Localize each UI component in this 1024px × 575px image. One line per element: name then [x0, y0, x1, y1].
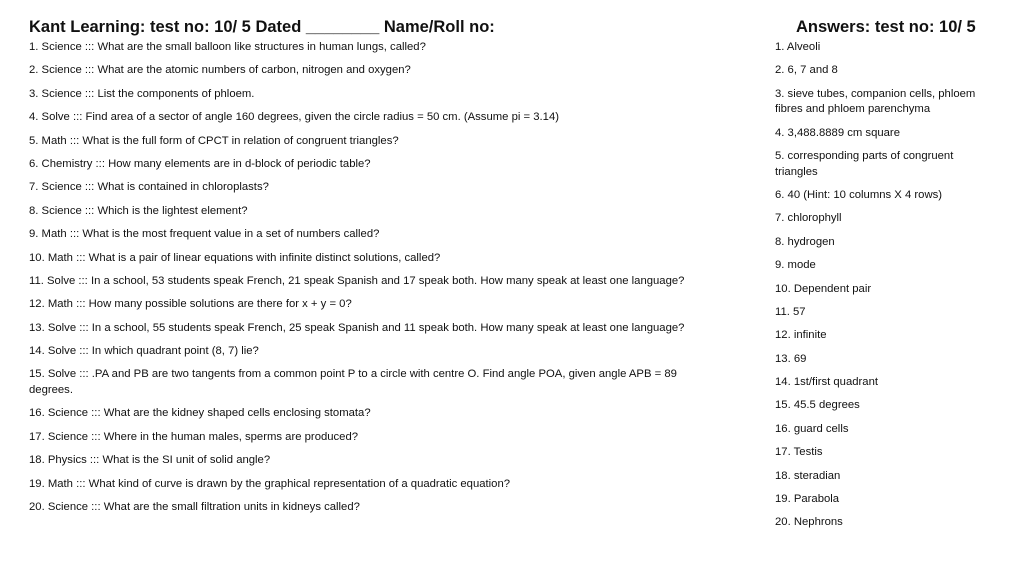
answer-item: 4. 3,488.8889 cm square	[775, 126, 900, 139]
answer-item: 2. 6, 7 and 8	[775, 64, 838, 77]
question-item: 9. Math ::: What is the most frequent value in a set of numbers called?	[29, 228, 380, 241]
question-item: 16. Science ::: What are the kidney shaped cells enclosing stomata?	[29, 407, 371, 420]
question-item: 18. Physics ::: What is the SI unit of solid angle?	[29, 454, 271, 467]
answer-item: 19. Parabola	[775, 493, 840, 506]
questions-panel	[29, 14, 719, 523]
answers-title: Answers: test no: 10/ 5	[796, 18, 976, 36]
answer-item: 11. 57	[775, 305, 806, 318]
question-item: 5. Math ::: What is the full form of CPCT in relation of congruent triangles?	[29, 134, 399, 147]
answer-item: 9. mode	[775, 259, 816, 272]
question-list	[29, 40, 719, 515]
question-item: 1. Science ::: What are the small balloon like structures in human lungs, called?	[29, 41, 426, 53]
answer-item: 15. 45.5 degrees	[775, 399, 860, 412]
question-item: 20. Science ::: What are the small filtration units in kidneys called?	[29, 500, 360, 513]
question-item: 10. Math ::: What is a pair of linear equations with infinite distinct solutions, called?	[29, 251, 441, 264]
question-item: 17. Science ::: Where in the human males, sperms are produced?	[29, 430, 359, 443]
question-item: 11. Solve ::: In a school, 53 students speak French, 21 speak Spanish and 17 speak both. How many speak at least one language?	[29, 274, 685, 287]
answer-item: 1. Alveoli	[775, 41, 821, 53]
answer-item: 5. corresponding parts of congruent triangles	[775, 150, 954, 178]
answer-item: 7. chlorophyll	[775, 212, 842, 225]
answer-item: 14. 1st/first quadrant	[775, 376, 878, 389]
answer-item: 17. Testis	[775, 446, 823, 459]
answers-panel	[775, 14, 995, 539]
question-item: 13. Solve ::: In a school, 55 students speak French, 25 speak Spanish and 11 speak both. How many speak at least one language?	[29, 321, 685, 334]
question-item: 12. Math ::: How many possible solutions are there for x + y = 0?	[29, 298, 352, 311]
question-item: 4. Solve ::: Find area of a sector of angle 160 degrees, given the circle radius = 50 cm. (Assume pi = 3.14)	[29, 111, 559, 124]
question-item: 8. Science ::: Which is the lightest element?	[29, 204, 248, 217]
question-item: 7. Science ::: What is contained in chloroplasts?	[29, 181, 269, 194]
answer-item: 10. Dependent pair	[775, 282, 872, 295]
answer-item: 12. infinite	[775, 329, 827, 342]
answer-item: 6. 40 (Hint: 10 columns X 4 rows)	[775, 188, 943, 201]
question-item: 6. Chemistry ::: How many elements are in d-block of periodic table?	[29, 157, 371, 170]
answer-item: 16. guard cells	[775, 422, 849, 435]
answer-item: 18. steradian	[775, 469, 841, 482]
test-title: Kant Learning: test no: 10/ 5 Dated ________ Name/Roll no:	[29, 18, 495, 36]
answer-list	[775, 40, 995, 531]
answer-item: 13. 69	[775, 352, 807, 365]
question-item: 14. Solve ::: In which quadrant point (8, 7) lie?	[29, 345, 259, 358]
answer-item: 3. sieve tubes, companion cells, phloem fibres and phloem parenchyma	[775, 87, 976, 116]
question-item: 15. Solve ::: .PA and PB are two tangents from a common point P to a circle with centre O. Find angle POA, given angle APB = 89 degrees.	[29, 368, 677, 396]
answer-item: 20. Nephrons	[775, 516, 843, 529]
question-item: 2. Science ::: What are the atomic numbers of carbon, nitrogen and oxygen?	[29, 64, 411, 77]
question-item: 3. Science ::: List the components of phloem.	[29, 87, 255, 100]
question-item: 19. Math ::: What kind of curve is drawn by the graphical representation of a quadratic equation?	[29, 477, 511, 490]
answer-item: 8. hydrogen	[775, 235, 835, 248]
